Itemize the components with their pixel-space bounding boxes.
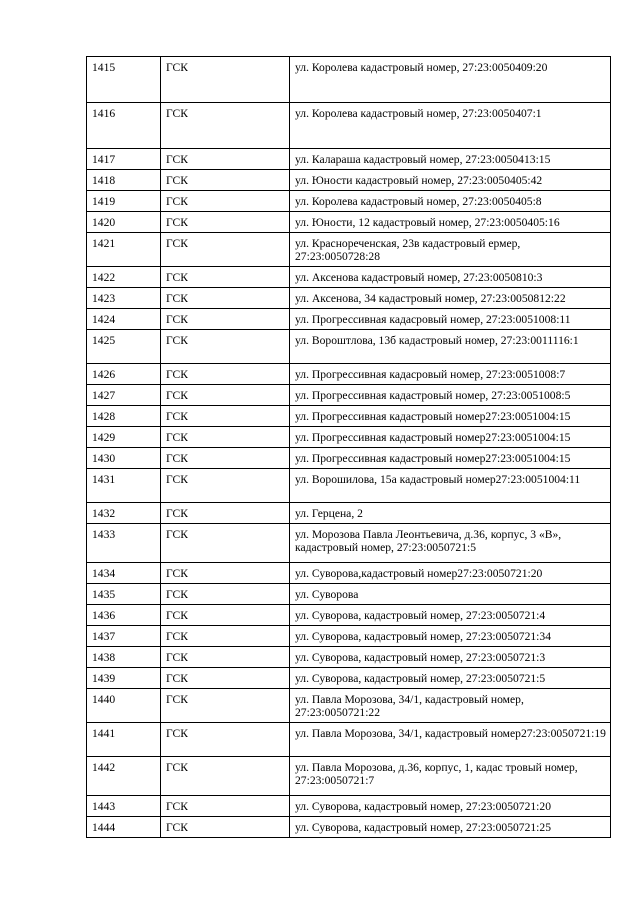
row-number-cell: 1439 (87, 668, 161, 689)
row-number-cell: 1426 (87, 364, 161, 385)
object-type-cell: ГСК (161, 330, 290, 364)
registry-table-body (87, 57, 611, 838)
table-row (87, 563, 611, 584)
row-number-cell: 1422 (87, 267, 161, 288)
row-number-cell: 1429 (87, 427, 161, 448)
table-row (87, 233, 611, 267)
object-type-cell: ГСК (161, 385, 290, 406)
object-type-cell: ГСК (161, 149, 290, 170)
row-number-cell: 1419 (87, 191, 161, 212)
address-cell: ул. Павла Морозова, 34/1, кадастровый номер, 27:23:0050721:22 (290, 689, 611, 723)
table-row (87, 267, 611, 288)
address-cell: ул. Краснореченская, 23в кадастровый ермер, 27:23:0050728:28 (290, 233, 611, 267)
address-cell: ул. Юности, 12 кадастровый номер, 27:23:0050405:16 (290, 212, 611, 233)
row-number-cell: 1441 (87, 723, 161, 757)
address-cell: ул. Прогрессивная кадасровый номер, 27:23:0051008:11 (290, 309, 611, 330)
row-number-cell: 1417 (87, 149, 161, 170)
object-type-cell: ГСК (161, 605, 290, 626)
object-type-cell: ГСК (161, 584, 290, 605)
row-number-cell: 1440 (87, 689, 161, 723)
address-cell: ул. Морозова Павла Леонтьевича, д.36, корпус, 3 «В», кадастровый номер, 27:23:0050721:5 (290, 524, 611, 563)
object-type-cell: ГСК (161, 309, 290, 330)
address-cell: ул. Суворова, кадастровый номер, 27:23:0050721:3 (290, 647, 611, 668)
object-type-cell: ГСК (161, 796, 290, 817)
object-type-cell: ГСК (161, 723, 290, 757)
object-type-cell: ГСК (161, 469, 290, 503)
object-type-cell: ГСК (161, 668, 290, 689)
address-cell: ул. Павла Морозова, д.36, корпус, 1, кадас тровый номер, 27:23:0050721:7 (290, 757, 611, 796)
table-row (87, 796, 611, 817)
row-number-cell: 1415 (87, 57, 161, 103)
row-number-cell: 1444 (87, 817, 161, 838)
table-row (87, 385, 611, 406)
row-number-cell: 1433 (87, 524, 161, 563)
row-number-cell: 1438 (87, 647, 161, 668)
row-number-cell: 1442 (87, 757, 161, 796)
address-cell: ул. Прогрессивная кадасровый номер, 27:23:0051008:7 (290, 364, 611, 385)
registry-table (86, 56, 611, 838)
address-cell: ул. Суворова, кадастровый номер, 27:23:0050721:4 (290, 605, 611, 626)
table-row (87, 288, 611, 309)
object-type-cell: ГСК (161, 427, 290, 448)
row-number-cell: 1420 (87, 212, 161, 233)
object-type-cell: ГСК (161, 689, 290, 723)
address-cell: ул. Прогрессивная кадастровый номер27:23:0051004:15 (290, 427, 611, 448)
object-type-cell: ГСК (161, 503, 290, 524)
object-type-cell: ГСК (161, 57, 290, 103)
address-cell: ул. Юности кадастровый номер, 27:23:0050405:42 (290, 170, 611, 191)
table-row (87, 448, 611, 469)
row-number-cell: 1423 (87, 288, 161, 309)
object-type-cell: ГСК (161, 757, 290, 796)
table-row (87, 149, 611, 170)
table-row (87, 103, 611, 149)
table-row (87, 584, 611, 605)
address-cell: ул. Аксенова, 34 кадастровый номер, 27:23:0050812:22 (290, 288, 611, 309)
address-cell: ул. Королева кадастровый номер, 27:23:0050405:8 (290, 191, 611, 212)
row-number-cell: 1437 (87, 626, 161, 647)
object-type-cell: ГСК (161, 406, 290, 427)
table-row (87, 647, 611, 668)
table-row (87, 309, 611, 330)
table-row (87, 364, 611, 385)
address-cell: ул. Вороштлова, 13б кадастровый номер, 27:23:0011116:1 (290, 330, 611, 364)
table-row (87, 170, 611, 191)
address-cell: ул. Королева кадастровый номер, 27:23:0050409:20 (290, 57, 611, 103)
row-number-cell: 1425 (87, 330, 161, 364)
table-row (87, 469, 611, 503)
address-cell: ул. Калараша кадастровый номер, 27:23:0050413:15 (290, 149, 611, 170)
table-row (87, 757, 611, 796)
address-cell: ул. Герцена, 2 (290, 503, 611, 524)
address-cell: ул. Прогрессивная кадастровый номер, 27:23:0051008:5 (290, 385, 611, 406)
address-cell: ул. Ворошилова, 15а кадастровый номер27:23:0051004:11 (290, 469, 611, 503)
object-type-cell: ГСК (161, 364, 290, 385)
table-row (87, 427, 611, 448)
row-number-cell: 1416 (87, 103, 161, 149)
object-type-cell: ГСК (161, 626, 290, 647)
table-row (87, 524, 611, 563)
object-type-cell: ГСК (161, 647, 290, 668)
row-number-cell: 1424 (87, 309, 161, 330)
table-row (87, 406, 611, 427)
table-row (87, 668, 611, 689)
object-type-cell: ГСК (161, 212, 290, 233)
table-row (87, 503, 611, 524)
address-cell: ул. Павла Морозова, 34/1, кадастровый номер27:23:0050721:19 (290, 723, 611, 757)
object-type-cell: ГСК (161, 170, 290, 191)
address-cell: ул. Суворова (290, 584, 611, 605)
row-number-cell: 1443 (87, 796, 161, 817)
table-row (87, 191, 611, 212)
table-row (87, 817, 611, 838)
row-number-cell: 1431 (87, 469, 161, 503)
row-number-cell: 1435 (87, 584, 161, 605)
row-number-cell: 1428 (87, 406, 161, 427)
table-row (87, 605, 611, 626)
address-cell: ул. Суворова, кадастровый номер, 27:23:0050721:20 (290, 796, 611, 817)
row-number-cell: 1434 (87, 563, 161, 584)
address-cell: ул. Суворова, кадастровый номер, 27:23:0050721:5 (290, 668, 611, 689)
object-type-cell: ГСК (161, 267, 290, 288)
address-cell: ул. Прогрессивная кадастровый номер27:23:0051004:15 (290, 406, 611, 427)
object-type-cell: ГСК (161, 191, 290, 212)
table-row (87, 689, 611, 723)
row-number-cell: 1427 (87, 385, 161, 406)
table-row (87, 330, 611, 364)
row-number-cell: 1436 (87, 605, 161, 626)
object-type-cell: ГСК (161, 288, 290, 309)
object-type-cell: ГСК (161, 524, 290, 563)
address-cell: ул. Аксенова кадастровый номер, 27:23:0050810:3 (290, 267, 611, 288)
object-type-cell: ГСК (161, 563, 290, 584)
object-type-cell: ГСК (161, 817, 290, 838)
table-row (87, 57, 611, 103)
address-cell: ул. Суворова, кадастровый номер, 27:23:0050721:25 (290, 817, 611, 838)
row-number-cell: 1418 (87, 170, 161, 191)
address-cell: ул. Суворова, кадастровый номер, 27:23:0050721:34 (290, 626, 611, 647)
row-number-cell: 1421 (87, 233, 161, 267)
table-row (87, 212, 611, 233)
address-cell: ул. Суворова,кадастровый номер27:23:0050721:20 (290, 563, 611, 584)
address-cell: ул. Прогрессивная кадастровый номер27:23:0051004:15 (290, 448, 611, 469)
row-number-cell: 1430 (87, 448, 161, 469)
object-type-cell: ГСК (161, 103, 290, 149)
table-row (87, 723, 611, 757)
address-cell: ул. Королева кадастровый номер, 27:23:0050407:1 (290, 103, 611, 149)
object-type-cell: ГСК (161, 448, 290, 469)
row-number-cell: 1432 (87, 503, 161, 524)
object-type-cell: ГСК (161, 233, 290, 267)
table-row (87, 626, 611, 647)
